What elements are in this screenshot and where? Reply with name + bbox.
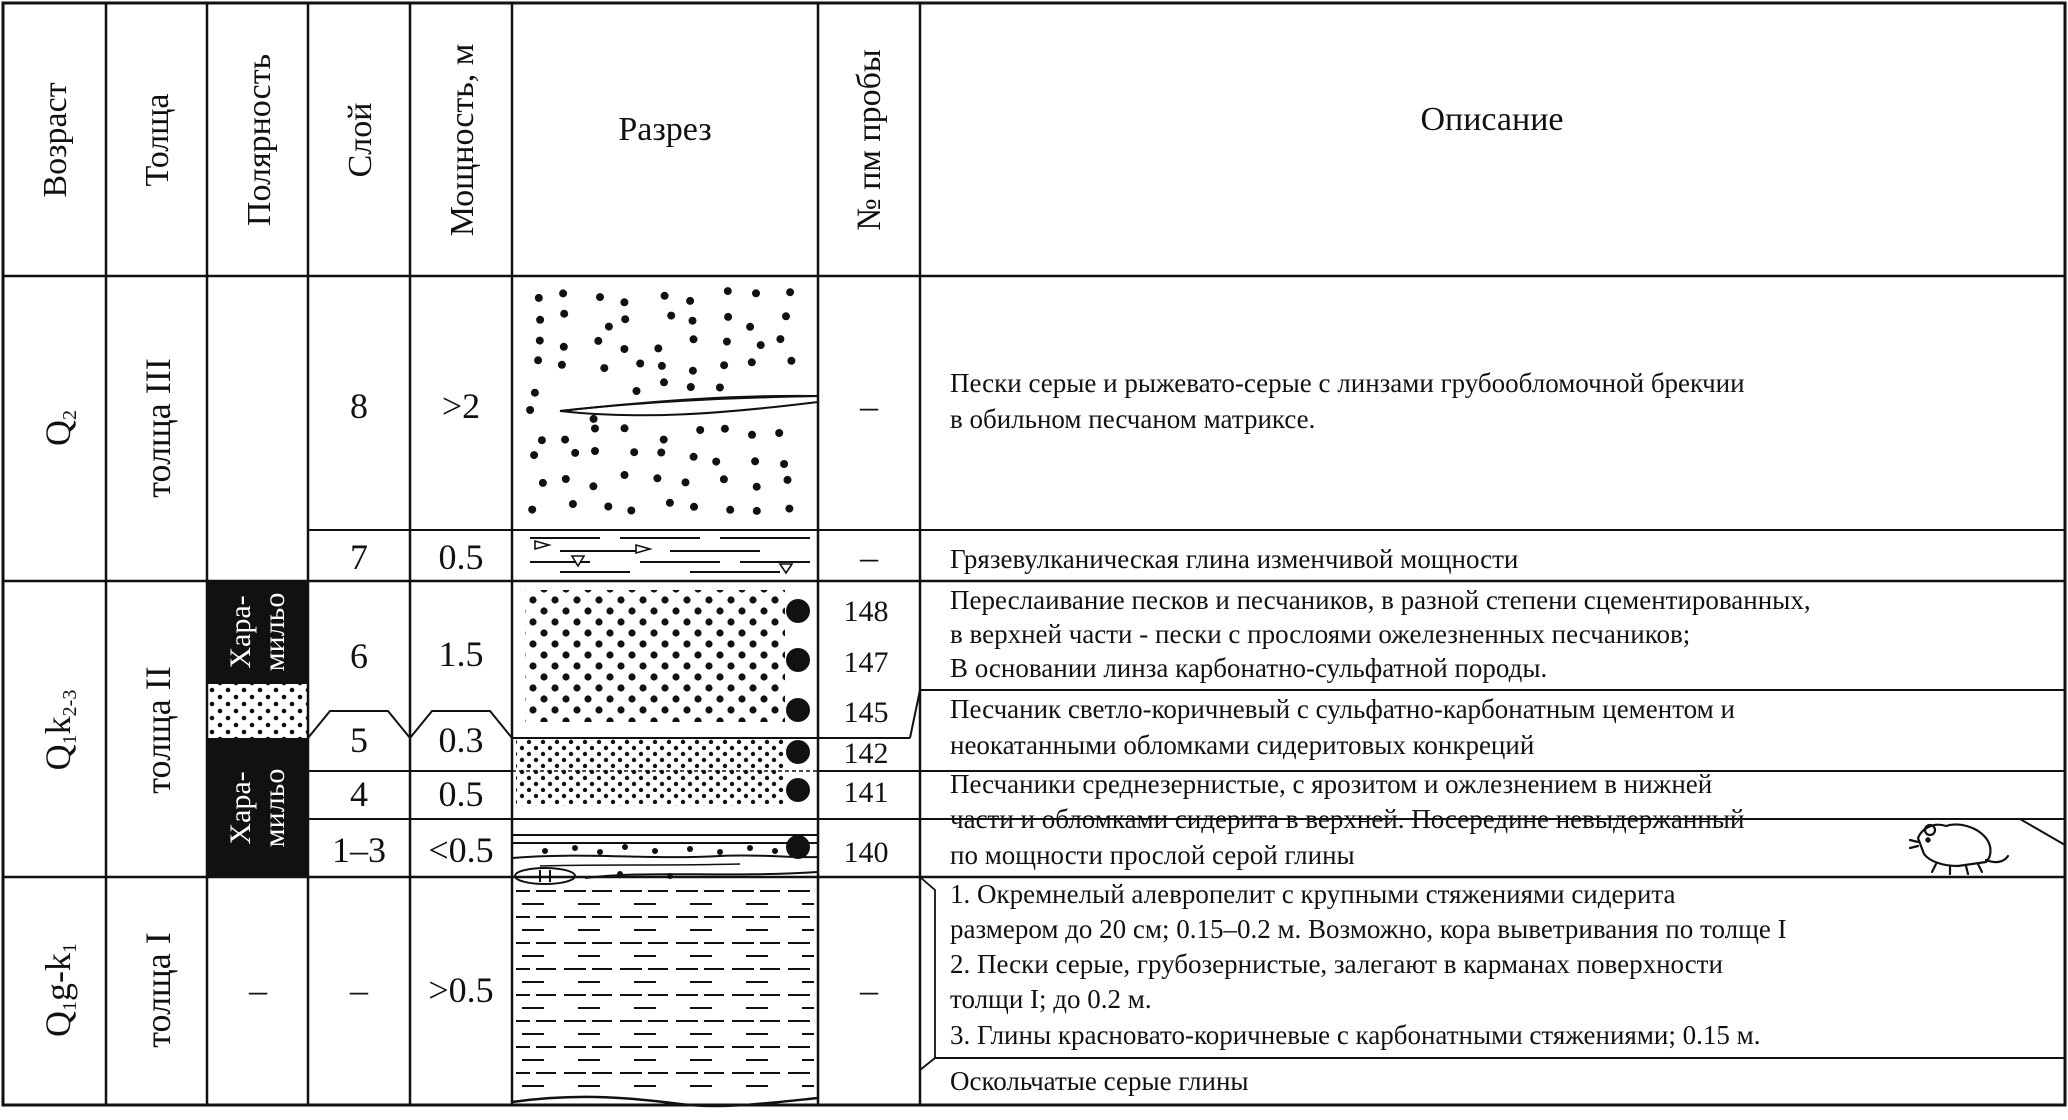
layer-unit1: – xyxy=(350,970,368,1010)
sand-dot xyxy=(621,471,629,479)
age-column xyxy=(38,410,81,1037)
sand-dot xyxy=(620,298,628,306)
sand-dot xyxy=(630,448,638,456)
rodent-icon xyxy=(1910,825,2008,875)
section-lithology xyxy=(512,287,818,1106)
sand-dot xyxy=(748,358,756,366)
concretion-marker xyxy=(786,599,810,623)
thickness-5: 0.3 xyxy=(438,720,484,760)
sand-dot xyxy=(724,287,732,295)
desc-layer6-line2: в верхней части - пески с прослоями ожелезненных песчаников; xyxy=(950,619,1691,649)
desc-layer4-line3: по мощности прослой серой глины xyxy=(950,840,1355,870)
sand-dot xyxy=(786,288,794,296)
sand-dot xyxy=(528,506,536,514)
sample-147: 147 xyxy=(843,646,889,679)
layer-6: 6 xyxy=(350,636,368,676)
sample-145: 145 xyxy=(843,696,889,729)
sand-dot xyxy=(560,310,568,318)
thickness-unit1: >0.5 xyxy=(428,970,494,1010)
sand-dot xyxy=(605,323,613,331)
thickness-6: 1.5 xyxy=(438,634,484,674)
sand-dot xyxy=(531,389,539,397)
sand-dot xyxy=(621,424,629,432)
header-row xyxy=(37,44,1564,237)
desc-layer4-line2: части и обломками сидерита в верхней. Посередине невыдержанный xyxy=(950,804,1745,834)
sample-148: 148 xyxy=(843,595,889,628)
layer-column xyxy=(332,386,386,1010)
sand-dot xyxy=(604,503,612,511)
header-description: Описание xyxy=(1420,101,1564,138)
concretion-marker xyxy=(786,778,810,802)
concretion-marker xyxy=(786,648,810,672)
header-thickness: Мощность, м xyxy=(444,43,481,237)
desc-layer4-line1: Песчаники среднезернистые, с ярозитом и ожлезнением в нижней xyxy=(950,769,1713,799)
sand-dot xyxy=(753,507,761,515)
sample-142: 142 xyxy=(843,737,889,770)
polarity-upper-line2: мильо xyxy=(258,592,291,672)
sample-140: 140 xyxy=(843,836,889,869)
sand-dot xyxy=(596,293,604,301)
sand-dot xyxy=(536,316,544,324)
sand-dot xyxy=(636,360,644,368)
sand-dot xyxy=(720,475,728,483)
sand-dot xyxy=(627,507,635,515)
unit1-clay-pattern xyxy=(516,890,814,1095)
unit-column xyxy=(138,358,178,1047)
desc-layer1-line5: 3. Глины красновато-коричневые с карбонатными стяжениями; 0.15 м. xyxy=(950,1020,1761,1050)
sand-dot xyxy=(589,482,597,490)
sand-dot xyxy=(776,335,784,343)
sand-dot xyxy=(559,289,567,297)
sand-dot xyxy=(666,499,674,507)
unit-2: толща II xyxy=(138,666,178,794)
sand-dot xyxy=(720,361,728,369)
sand-dot xyxy=(591,425,599,433)
sand-dot xyxy=(690,503,698,511)
sand-dot xyxy=(654,344,662,352)
desc-layer5-line1: Песчаник светло-коричневый с сульфатно-карбонатным цементом и xyxy=(950,694,1735,724)
header-section: Разрез xyxy=(618,111,712,148)
sand-dot xyxy=(561,436,569,444)
desc-layer5-line2: неокатанными обломками сидеритовых конкреций xyxy=(950,730,1535,760)
concretion-marker xyxy=(786,740,810,764)
age-q1gk1: Q1g-k1 xyxy=(38,943,81,1037)
polarity-upper-line1: Хара- xyxy=(224,595,257,669)
sand-dot xyxy=(657,449,665,457)
sand-dot xyxy=(780,460,788,468)
sand-dot xyxy=(775,429,783,437)
sand-dot xyxy=(753,483,761,491)
sand-dot xyxy=(667,312,675,320)
layer7-mud-pattern xyxy=(530,538,810,573)
description-column xyxy=(950,368,1811,1096)
desc-layer6-line1: Переслаивание песков и песчаников, в разной степени сцементированных, xyxy=(950,585,1811,615)
sand-dot xyxy=(536,337,544,345)
sand-dot xyxy=(653,474,661,482)
sand-dot xyxy=(785,505,793,513)
desc-layer6-line3: В основании линза карбонатно-сульфатной породы. xyxy=(950,653,1548,683)
sand-dot xyxy=(689,317,697,325)
sand-dot xyxy=(787,357,795,365)
sand-dot xyxy=(751,457,759,465)
sand-dot xyxy=(594,337,602,345)
layer5-4-sandstone-pattern xyxy=(516,738,786,806)
sand-dot xyxy=(538,436,546,444)
desc-layer1-line3: 2. Пески серые, грубозернистые, залегают в карманах поверхности xyxy=(950,949,1723,979)
sand-dot xyxy=(600,364,608,372)
sand-dot xyxy=(530,451,538,459)
polarity-transition-dots xyxy=(207,684,308,738)
sand-dot xyxy=(782,312,790,320)
layer-8: 8 xyxy=(350,386,368,426)
layer-5: 5 xyxy=(350,720,368,760)
desc-layer1-line4: толщи I; до 0.2 м. xyxy=(950,984,1152,1014)
sand-dot xyxy=(784,476,792,484)
sand-dot xyxy=(723,338,731,346)
age-q1k23: Q1k2-3 xyxy=(38,689,81,771)
thickness-column xyxy=(428,386,493,1010)
header-age: Возраст xyxy=(37,82,74,198)
sand-dot xyxy=(689,367,697,375)
sand-dot xyxy=(526,406,534,414)
sand-dot xyxy=(716,384,724,392)
desc-layer1-line2: размером до 20 см; 0.15–0.2 м. Возможно, кора выветривания по толще I xyxy=(950,914,1787,944)
sand-dot xyxy=(696,426,704,434)
thickness-4: 0.5 xyxy=(438,774,484,814)
layer-1-3: 1–3 xyxy=(332,830,386,870)
sand-dot xyxy=(721,425,729,433)
sand-dot xyxy=(658,362,666,370)
sand-dot xyxy=(682,478,690,486)
sand-dot xyxy=(687,383,695,391)
header-sample: № пм пробы xyxy=(851,49,888,231)
concretion-marker xyxy=(786,835,810,859)
thickness-1-3: <0.5 xyxy=(428,830,494,870)
layer-4: 4 xyxy=(350,774,368,814)
thickness-8: >2 xyxy=(441,386,481,426)
sand-dot xyxy=(690,453,698,461)
desc-base-line1: Оскольчатые серые глины xyxy=(950,1066,1249,1096)
sand-dot xyxy=(690,335,698,343)
age-q2: Q2 xyxy=(38,410,81,446)
sand-dot xyxy=(590,415,598,423)
sand-dot xyxy=(660,378,668,386)
sand-dot xyxy=(752,289,760,297)
polarity-lower-line1: Хара- xyxy=(224,771,257,845)
sand-dot xyxy=(757,341,765,349)
sand-dot xyxy=(571,449,579,457)
unit-3: толща III xyxy=(138,358,178,498)
sample-8: – xyxy=(860,386,878,426)
sand-dot xyxy=(660,436,668,444)
sand-dot xyxy=(746,323,754,331)
sand-dot xyxy=(539,479,547,487)
desc-layer8-line2: в обильном песчаном матриксе. xyxy=(950,404,1316,434)
sand-dot xyxy=(661,292,669,300)
sample-unit1: – xyxy=(860,970,878,1010)
concretion-marker xyxy=(786,698,810,722)
layer-7: 7 xyxy=(350,537,368,577)
sand-dot xyxy=(748,431,756,439)
sand-dot xyxy=(558,361,566,369)
sand-dot xyxy=(560,343,568,351)
layer6-sand-pattern xyxy=(525,590,785,722)
header-unit: Толща xyxy=(139,93,176,187)
sand-dot xyxy=(686,297,694,305)
unit-1: толща I xyxy=(138,932,178,1048)
sand-dot xyxy=(534,356,542,364)
sand-dot xyxy=(591,447,599,455)
sample-column xyxy=(844,386,889,1010)
polarity-labels xyxy=(224,593,291,1010)
header-layer: Слой xyxy=(342,102,379,178)
polarity-lower-line2: мильо xyxy=(258,768,291,848)
sand-dot xyxy=(724,313,732,321)
sand-dot xyxy=(712,458,720,466)
polarity-unit1: – xyxy=(249,970,267,1010)
thickness-7: 0.5 xyxy=(438,537,484,577)
desc-layer8-line1: Пески серые и рыжевато-серые с линзами грубообломочной брекчии xyxy=(950,368,1745,398)
desc-layer7-line1: Грязевулканическая глина изменчивой мощности xyxy=(950,544,1519,574)
sand-dot xyxy=(562,475,570,483)
sand-dot xyxy=(621,315,629,323)
sand-dot xyxy=(535,294,543,302)
desc-layer1-line1: 1. Окремнелый алевропелит с крупными стяжениями сидерита xyxy=(950,879,1676,909)
sample-7: – xyxy=(860,537,878,577)
sand-dot xyxy=(569,500,577,508)
sand-dot xyxy=(620,345,628,353)
sample-141: 141 xyxy=(843,776,889,809)
sand-dot xyxy=(726,506,734,514)
sand-dot xyxy=(633,387,641,395)
header-polarity: Полярность xyxy=(241,53,278,227)
